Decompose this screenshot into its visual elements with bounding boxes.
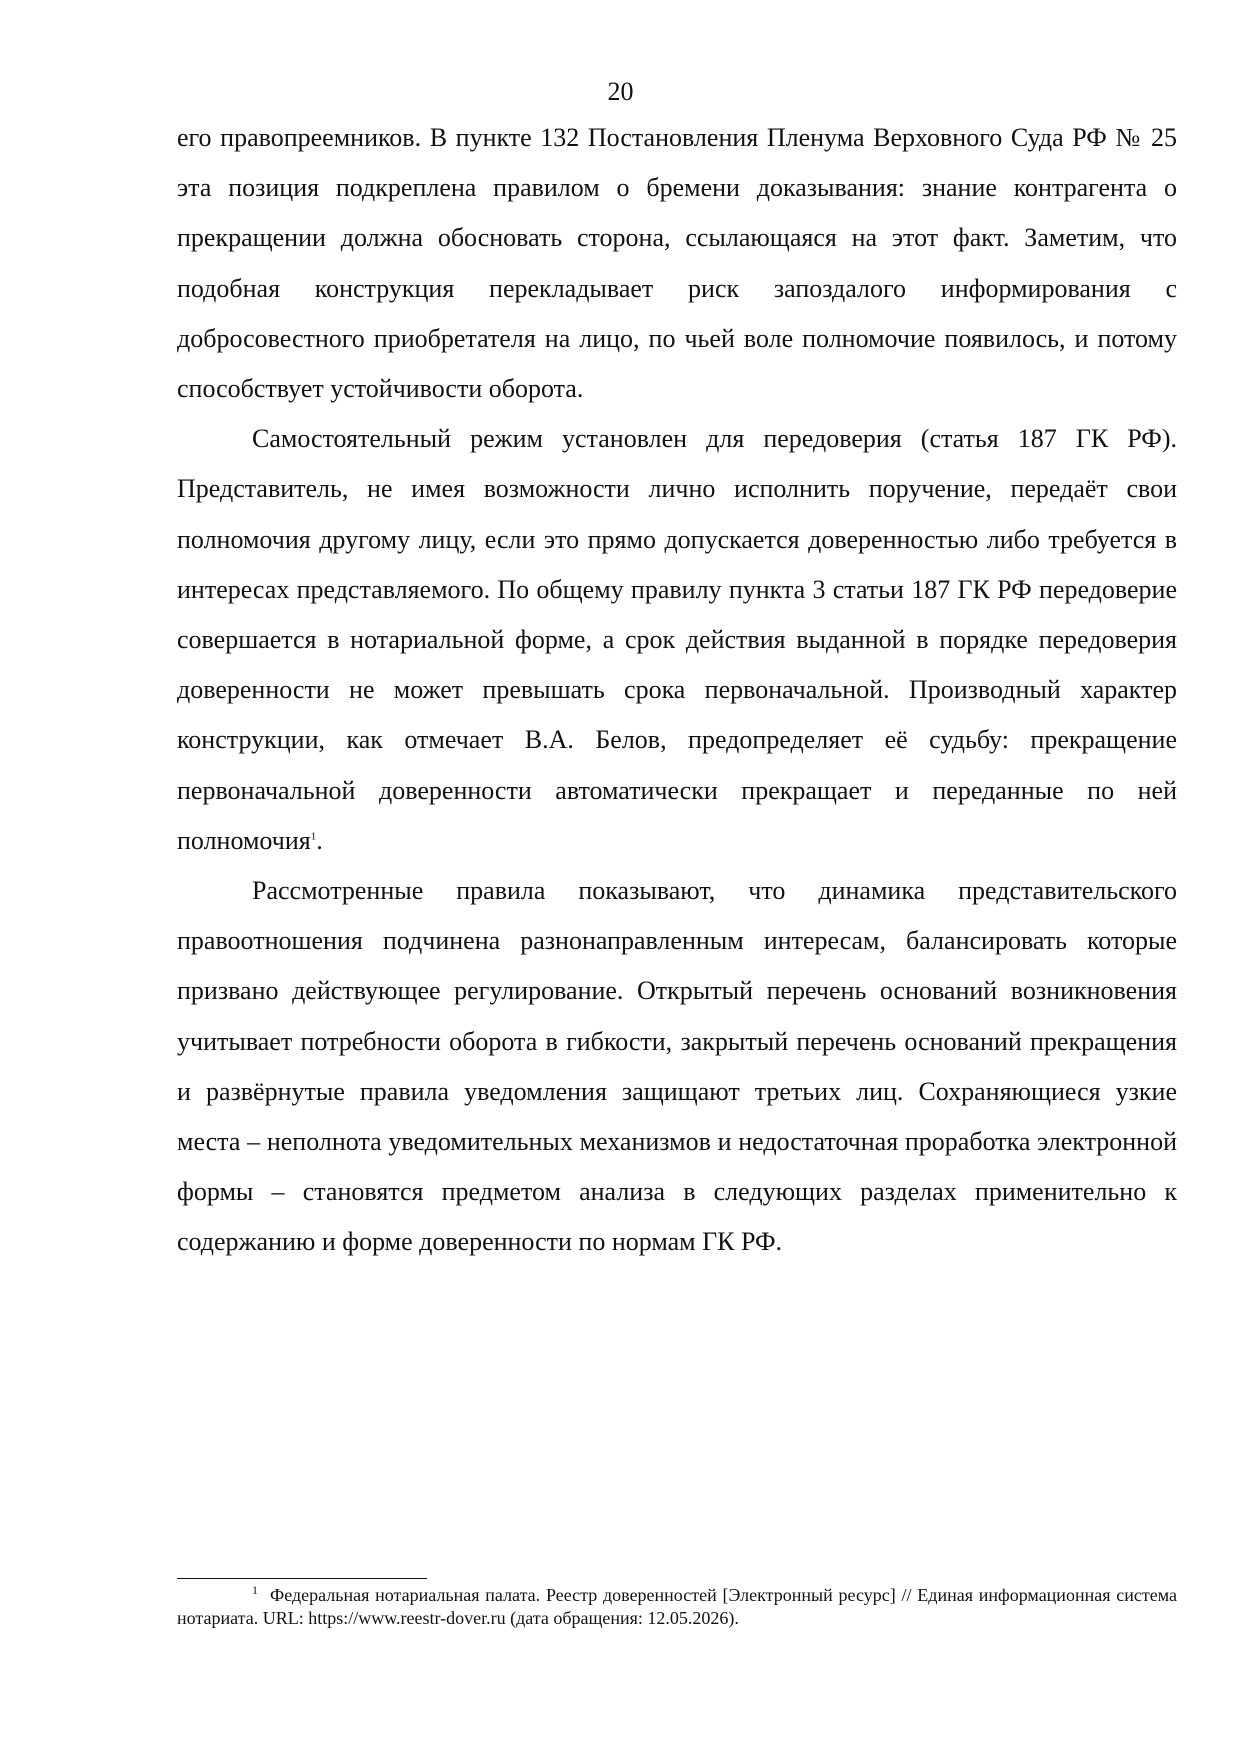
paragraph-end-punctuation: .: [316, 825, 323, 855]
paragraph-continuation: [177, 113, 1177, 414]
paragraph-conclusion: [177, 866, 1177, 1268]
body-text: [177, 113, 1177, 1268]
footnote-separator: [177, 1578, 427, 1579]
footnote: [177, 1584, 1177, 1630]
paragraph-text: Самостоятельный режим установлен для передоверия (статья 187 ГК РФ). Представитель, не имея возможности лично исполнить поручение, передаёт свои полномочия другому лицу, если это прямо допускается доверенностью либо требуется в интересах представляемого. По общему правилу пункта 3 статьи 187 ГК РФ передоверие совершается в нотариальной форме, а срок действия выданной в порядке передоверия доверенности не может превышать срока первоначальной. Производный характер конструкции, как отмечает В.А. Белов, предопределяет её судьбу: прекращение первоначальной доверенности автоматически прекращает и переданные по ней полномочия: [177, 424, 1177, 855]
paragraph-text: Рассмотренные правила показывают, что динамика представительского правоотношения подчинена разнонаправленным интересам, балансировать которые призвано действующее регулирование. Открытый перечень оснований возникновения учитывает потребности оборота в гибкости, закрытый перечень оснований прекращения и развёрнутые правила уведомления защищают третьих лиц. Сохраняющиеся узкие места – неполнота уведомительных механизмов и недостаточная проработка электронной формы – становятся предметом анализа в следующих разделах применительно к содержанию и форме доверенности по нормам ГК РФ.: [177, 876, 1177, 1257]
footnote-number: 1: [252, 1583, 258, 1597]
page-number: 20: [607, 77, 634, 106]
paragraph-subdelegation: [177, 414, 1177, 866]
paragraph-text: его правопреемников. В пункте 132 Постановления Пленума Верховного Суда РФ № 25 эта позиция подкреплена правилом о бремени доказывания: знание контрагента о прекращении должна обосновать сторона, ссылающаяся на этот факт. Заметим, что подобная конструкция перекладывает риск запоздалого информирования с добросовестного приобретателя на лицо, по чьей воле полномочие появилось, и потому способствует устойчивости оборота.: [177, 123, 1177, 404]
footnote-text: Федеральная нотариальная палата. Реестр доверенностей [Электронный ресурс] // Единая информационная система нотариата. URL: https://www.reestr-dover.ru (дата обращения: 12.05.2026).: [177, 1585, 1177, 1628]
footnote-reference[interactable]: 1: [310, 830, 317, 843]
